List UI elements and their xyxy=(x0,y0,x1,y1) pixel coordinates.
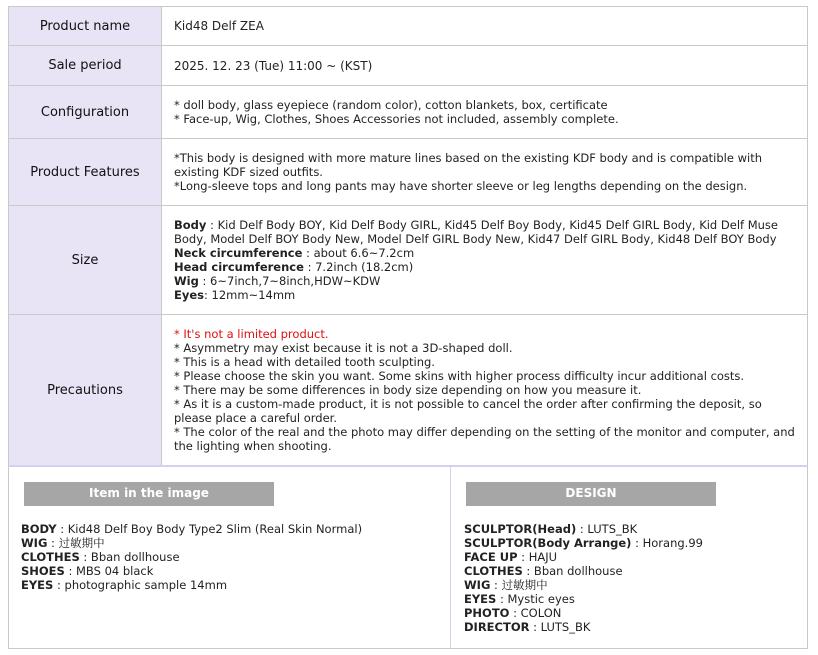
precautions-line: * As it is a custom-made product, it is not possible to cancel the order after confirming the deposit, so please place a careful order. xyxy=(174,397,762,425)
item-entry xyxy=(21,522,362,536)
design-entry-value: : COLON xyxy=(509,606,562,620)
size-head-label: Head circumference xyxy=(174,260,304,274)
row-precautions xyxy=(9,315,808,466)
credits-panel xyxy=(8,465,808,649)
item-entry xyxy=(21,578,362,592)
design-entry-value: : Bban dollhouse xyxy=(522,564,623,578)
design-entry xyxy=(464,606,703,620)
precautions-line: * Please choose the skin you want. Some skins with higher process difficulty incur additional costs. xyxy=(174,369,745,383)
design-entry-value: : HAJU xyxy=(517,550,558,564)
product-name-value: Kid48 Delf ZEA xyxy=(162,7,808,46)
product-features-label: Product Features xyxy=(9,139,162,206)
size-body-value: : Kid Delf Body BOY, Kid Delf Body GIRL, Kid45 Delf Boy Body, Kid45 Delf GIRL Body, Kid Delf Muse Body, Model Delf BOY Body New, Model Delf GIRL Body New, Kid47 Delf GIRL Body, Kid48 Delf BOY Body xyxy=(174,218,778,246)
item-entry-value: : photographic sample 14mm xyxy=(53,578,228,592)
design-entry-value: : Horang.99 xyxy=(631,536,703,550)
item-entry-value: : Kid48 Delf Boy Body Type2 Slim (Real Skin Normal) xyxy=(56,522,363,536)
item-entry-key: BODY xyxy=(21,522,57,536)
item-entry-key: WIG xyxy=(21,536,48,550)
size-eyes-value: : 12mm~14mm xyxy=(204,288,296,302)
item-entry-key: EYES xyxy=(21,578,54,592)
design-entry xyxy=(464,578,703,592)
size-neck-label: Neck circumference xyxy=(174,246,303,260)
design-entry xyxy=(464,522,703,536)
product-features-line: *This body is designed with more mature lines based on the existing KDF body and is compatible with existing KDF sized outfits. xyxy=(174,151,762,179)
size-wig-label: Wig xyxy=(174,274,199,288)
item-entry-value: : 过敏期中 xyxy=(47,536,105,550)
design-entry xyxy=(464,564,703,578)
design-entry-value: : Mystic eyes xyxy=(496,592,575,606)
design-entry-key: DIRECTOR xyxy=(464,620,530,634)
design-entry-key: SCULPTOR(Body Arrange) xyxy=(464,536,632,550)
design-entry xyxy=(464,536,703,550)
size-wig xyxy=(174,274,795,288)
design-entry-key: FACE UP xyxy=(464,550,518,564)
precautions-line: * Asymmetry may exist because it is not a 3D-shaped doll. xyxy=(174,341,513,355)
design-entry-value: : LUTS_BK xyxy=(576,522,638,536)
design-entry xyxy=(464,550,703,564)
row-product-features xyxy=(9,139,808,206)
item-in-image-header: Item in the image xyxy=(24,482,274,506)
product-spec-table-wrapper xyxy=(8,6,808,466)
size-body xyxy=(174,218,795,246)
precautions-value xyxy=(162,315,808,466)
size-head xyxy=(174,260,795,274)
design-entry xyxy=(464,592,703,606)
design-entry-key: EYES xyxy=(464,592,497,606)
design-entry-value: : LUTS_BK xyxy=(529,620,591,634)
row-product-name xyxy=(9,7,808,46)
item-entry-value: : MBS 04 black xyxy=(64,564,154,578)
item-entry-value: : Bban dollhouse xyxy=(79,550,180,564)
design-entry-key: SCULPTOR(Head) xyxy=(464,522,577,536)
product-name-label: Product name xyxy=(9,7,162,46)
row-size xyxy=(9,206,808,315)
configuration-line: * Face-up, Wig, Clothes, Shoes Accessories not included, assembly complete. xyxy=(174,112,619,126)
design-entry xyxy=(464,620,703,634)
item-entry xyxy=(21,564,362,578)
item-entry-key: SHOES xyxy=(21,564,65,578)
sale-period-label: Sale period xyxy=(9,46,162,86)
design-entry-key: PHOTO xyxy=(464,606,510,620)
size-neck xyxy=(174,246,795,260)
item-in-image-list xyxy=(21,522,362,592)
design-entry-key: CLOTHES xyxy=(464,564,523,578)
size-wig-value: : 6~7inch,7~8inch,HDW~KDW xyxy=(198,274,381,288)
precautions-line: * The color of the real and the photo may differ depending on the setting of the monitor and computer, and the lighting when shooting. xyxy=(174,425,795,453)
configuration-label: Configuration xyxy=(9,86,162,139)
size-body-label: Body xyxy=(174,218,207,232)
item-entry xyxy=(21,536,362,550)
precautions-line: * There may be some differences in body size depending on how you measure it. xyxy=(174,383,642,397)
product-features-value xyxy=(162,139,808,206)
product-spec-table xyxy=(8,6,808,466)
size-neck-value: : about 6.6~7.2cm xyxy=(302,246,415,260)
row-sale-period xyxy=(9,46,808,86)
product-features-line: *Long-sleeve tops and long pants may have shorter sleeve or leg lengths depending on the design. xyxy=(174,179,748,193)
size-value xyxy=(162,206,808,315)
item-entry xyxy=(21,550,362,564)
design-list xyxy=(464,522,703,634)
precautions-highlight: * It's not a limited product. xyxy=(174,327,329,341)
design-header: DESIGN xyxy=(466,482,716,506)
size-eyes xyxy=(174,288,795,302)
precautions-line: * This is a head with detailed tooth sculpting. xyxy=(174,355,435,369)
precautions-label: Precautions xyxy=(9,315,162,466)
size-eyes-label: Eyes xyxy=(174,288,204,302)
item-entry-key: CLOTHES xyxy=(21,550,80,564)
size-head-value: : 7.2inch (18.2cm) xyxy=(303,260,414,274)
size-label: Size xyxy=(9,206,162,315)
configuration-value xyxy=(162,86,808,139)
configuration-line: * doll body, glass eyepiece (random color), cotton blankets, box, certificate xyxy=(174,98,608,112)
design-entry-value: : 过敏期中 xyxy=(490,578,548,592)
row-configuration xyxy=(9,86,808,139)
design-entry-key: WIG xyxy=(464,578,491,592)
sale-period-value: 2025. 12. 23 (Tue) 11:00 ~ (KST) xyxy=(162,46,808,86)
credits-divider xyxy=(450,467,451,648)
